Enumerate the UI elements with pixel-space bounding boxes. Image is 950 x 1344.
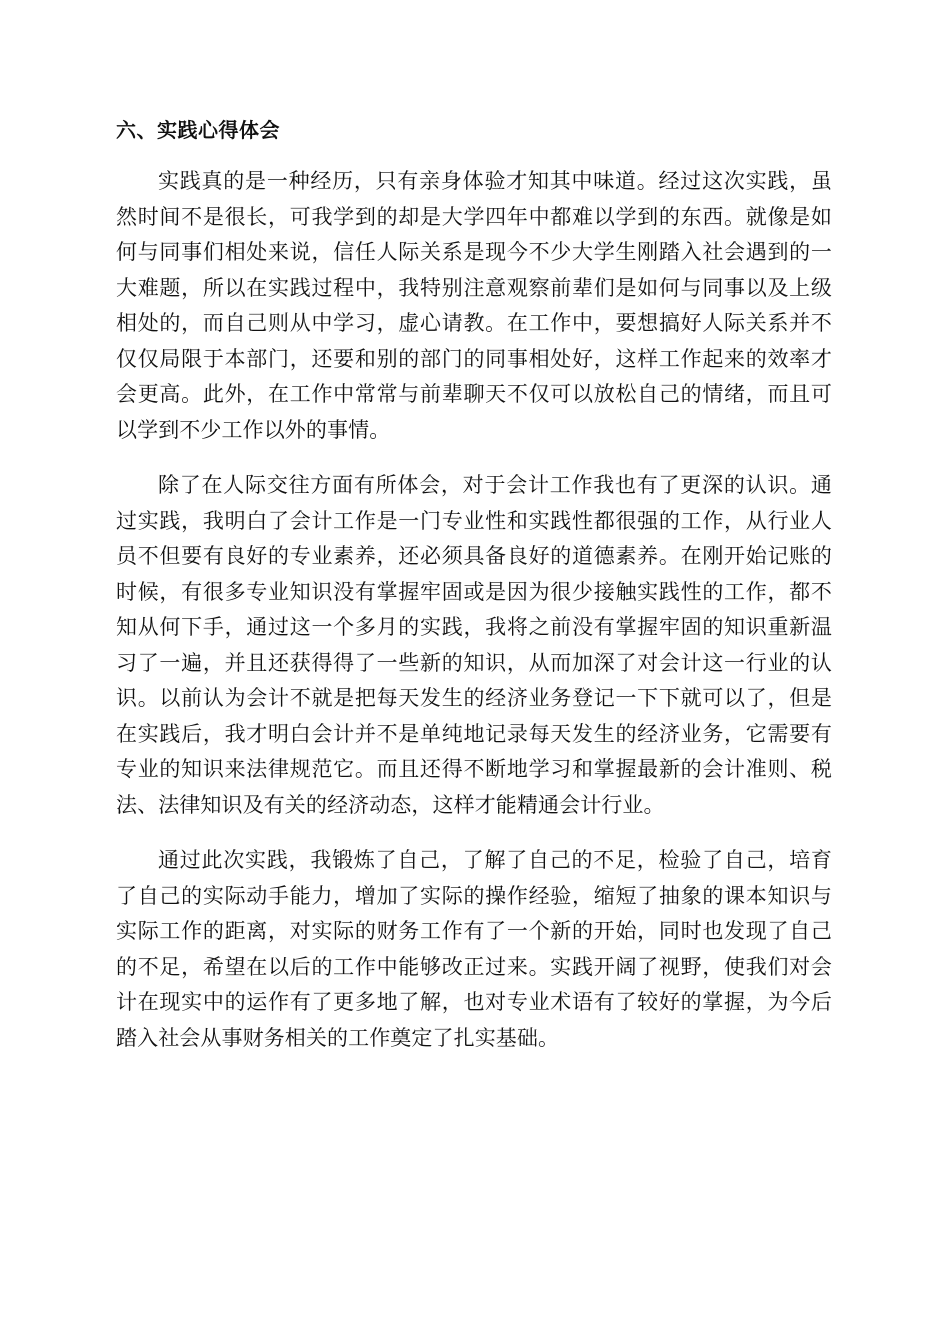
paragraph-2: 除了在人际交往方面有所体会，对于会计工作我也有了更深的认识。通过实践，我明白了会计工作是一门专业性和实践性都很强的工作，从行业人员不但要有良好的专业素养，还必须具备良好的道德素养。在刚开始记账的时候，有很多专业知识没有掌握牢固或是因为很少接触实践性的工作，都不知从何下手，通过这一个多月的实践，我将之前没有掌握牢固的知识重新温习了一遍，并且还获得得了一些新的知识，从而加深了对会计这一行业的认识。以前认为会计不就是把每天发生的经济业务登记一下下就可以了，但是在实践后，我才明白会计并不是单纯地记录每天发生的经济业务，它需要有专业的知识来法律规范它。而且还得不断地学习和掌握最新的会计准则、税法、法律知识及有关的经济动态，这样才能精通会计行业。	[116, 473, 832, 817]
section-heading: 六、实践心得体会	[116, 118, 280, 142]
document-body	[116, 112, 832, 1076]
paragraph-1: 实践真的是一种经历，只有亲身体验才知其中味道。经过这次实践，虽然时间不是很长，可我学到的却是大学四年中都难以学到的东西。就像是如何与同事们相处来说，信任人际关系是现今不少大学生刚踏入社会遇到的一大难题，所以在实践过程中，我特别注意观察前辈们是如何与同事以及上级相处的，而自己则从中学习，虚心请教。在工作中，要想搞好人际关系并不仅仅局限于本部门，还要和别的部门的同事相处好，这样工作起来的效率才会更高。此外，在工作中常常与前辈聊天不仅可以放松自己的情绪，而且可以学到不少工作以外的事情。	[116, 169, 832, 442]
paragraph-3: 通过此次实践，我锻炼了自己，了解了自己的不足，检验了自己，培育了自己的实际动手能力，增加了实际的操作经验，缩短了抽象的课本知识与实际工作的距离，对实际的财务工作有了一个新的开始，同时也发现了自己的不足，希望在以后的工作中能够改正过来。实践开阔了视野，使我们对会计在现实中的运作有了更多地了解，也对专业术语有了较好的掌握，为今后踏入社会从事财务相关的工作奠定了扎实基础。	[116, 848, 832, 1050]
